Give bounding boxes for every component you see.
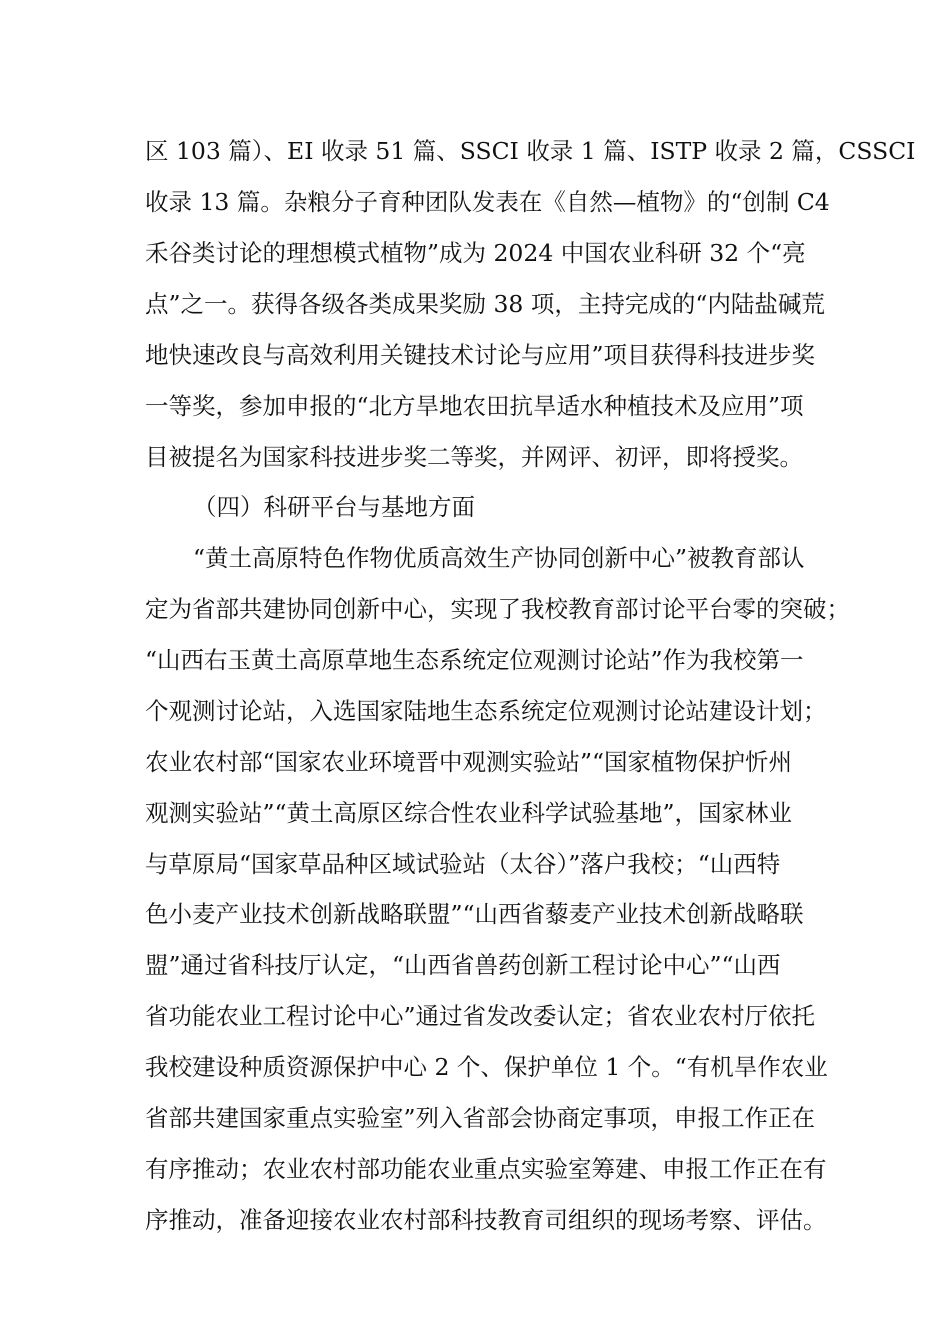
text-line: 序推动，准备迎接农业农村部科技教育司组织的现场考察、评估。	[145, 1206, 827, 1234]
text-line: 地快速改良与高效利用关键技术讨论与应用”项目获得科技进步奖	[145, 341, 816, 369]
text-line: 区 103 篇）、EI 收录 51 篇、SSCI 收录 1 篇、ISTP 收录 2 篇，CSSCI	[145, 137, 916, 165]
text-line: 省部共建国家重点实验室”列入省部会协商定事项，申报工作正在	[145, 1104, 816, 1132]
text-line: 点”之一。获得各级各类成果奖励 38 项，主持完成的“内陆盐碱荒	[145, 290, 825, 318]
text-line: 与草原局“国家草品种区域试验站（太谷）”落户我校；“山西特	[145, 850, 781, 878]
text-line: 观测实验站”“黄土高原区综合性农业科学试验基地”，国家林业	[145, 799, 793, 827]
text-line: 目被提名为国家科技进步奖二等奖，并网评、初评，即将授奖。	[145, 443, 803, 471]
section-heading: （四）科研平台与基地方面	[193, 493, 475, 521]
text-line: 我校建设种质资源保护中心 2 个、保护单位 1 个。“有机旱作农业	[145, 1053, 828, 1081]
text-line: 色小麦产业技术创新战略联盟”“山西省藜麦产业技术创新战略联	[145, 900, 804, 928]
text-line: “山西右玉黄土高原草地生态系统定位观测讨论站”作为我校第一	[145, 646, 804, 674]
text-line: 一等奖，参加申报的“北方旱地农田抗旱适水种植技术及应用”项	[145, 392, 804, 420]
text-line: 定为省部共建协同创新中心，实现了我校教育部讨论平台零的突破；	[145, 595, 850, 623]
text-line: 有序推动；农业农村部功能农业重点实验室筹建、申报工作正在有	[145, 1155, 827, 1183]
text-line: 禾谷类讨论的理想模式植物”成为 2024 中国农业科研 32 个“亮	[145, 239, 806, 267]
text-line: 省功能农业工程讨论中心”通过省发改委认定；省农业农村厅依托	[145, 1002, 816, 1030]
text-line: 农业农村部“国家农业环境晋中观测实验站”“国家植物保护忻州	[145, 748, 793, 776]
paragraph-first-line: “黄土高原特色作物优质高效生产协同创新中心”被教育部认	[193, 544, 805, 572]
text-line: 个观测讨论站，入选国家陆地生态系统定位观测讨论站建设计划；	[145, 697, 827, 725]
text-line: 收录 13 篇。杂粮分子育种团队发表在《自然—植物》的“创制 C4	[145, 188, 830, 216]
text-line: 盟”通过省科技厅认定，“山西省兽药创新工程讨论中心”“山西	[145, 951, 781, 979]
